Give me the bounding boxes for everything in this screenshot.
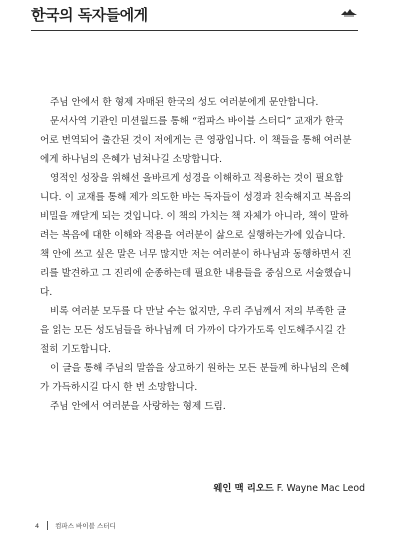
page-footer <box>35 521 116 530</box>
page-number: 4 <box>35 521 40 530</box>
paragraph-publication: 문서사역 기관인 미션월드를 통해 “컴파스 바이블 스터디” 교재가 한국어로 번역되어 출간된 것이 저에게는 큰 영광입니다. 이 책들을 통해 여러분에게 하나님의 은혜가 넘쳐나길 소망합니다. <box>40 116 352 165</box>
header-rule <box>31 30 358 31</box>
footer-divider <box>47 521 48 530</box>
paragraph-greeting: 주님 안에서 한 형제 자매된 한국의 성도 여러분에게 문안합니다. <box>50 97 319 108</box>
bird-ornament-icon <box>340 8 358 17</box>
footer-book-title: 컴파스 바이블 스터디 <box>55 522 116 530</box>
page-title: 한국의 독자들에게 <box>31 6 148 24</box>
signature <box>213 480 365 494</box>
paragraph-blessing: 이 글을 통해 주님의 말씀을 상고하기 원하는 모든 분들께 하나님의 은혜가 가득하시길 다시 한 번 소망합니다. <box>40 363 350 393</box>
paragraph-closing: 주님 안에서 여러분을 사랑하는 형제 드림. <box>50 401 226 412</box>
letter-body <box>40 93 352 416</box>
paragraph-purpose: 영적인 성장을 위해선 올바르게 성경을 이해하고 적용하는 것이 필요합니다. 이 교재를 통해 제가 의도한 바는 독자들이 성경과 친숙해지고 복음의 비밀을 깨닫게 되는 것입니다. 이 책의 가치는 책 자체가 아니라, 책이 말하려는 복음에 대한 이해와 적용을 여러분이 삶으로 실행하는가에 있습니다. 책 안에 쓰고 싶은 말은 너무 많지만 저는 여러분이 하나님과 동행하면서 진리를 발견하고 그 진리에 순종하는데 필요한 내용들을 중심으로 서술했습니다. <box>40 173 352 298</box>
paragraph-prayer: 비록 여러분 모두를 다 만날 수는 없지만, 우리 주님께서 저의 부족한 글을 읽는 모든 성도님들을 하나님께 더 가까이 다가가도록 인도해주시길 간절히 기도합니다. <box>40 306 347 355</box>
signature-english-name: F. Wayne Mac Leod <box>276 483 365 494</box>
signature-korean-name: 웨인 맥 리오드 <box>213 483 274 494</box>
